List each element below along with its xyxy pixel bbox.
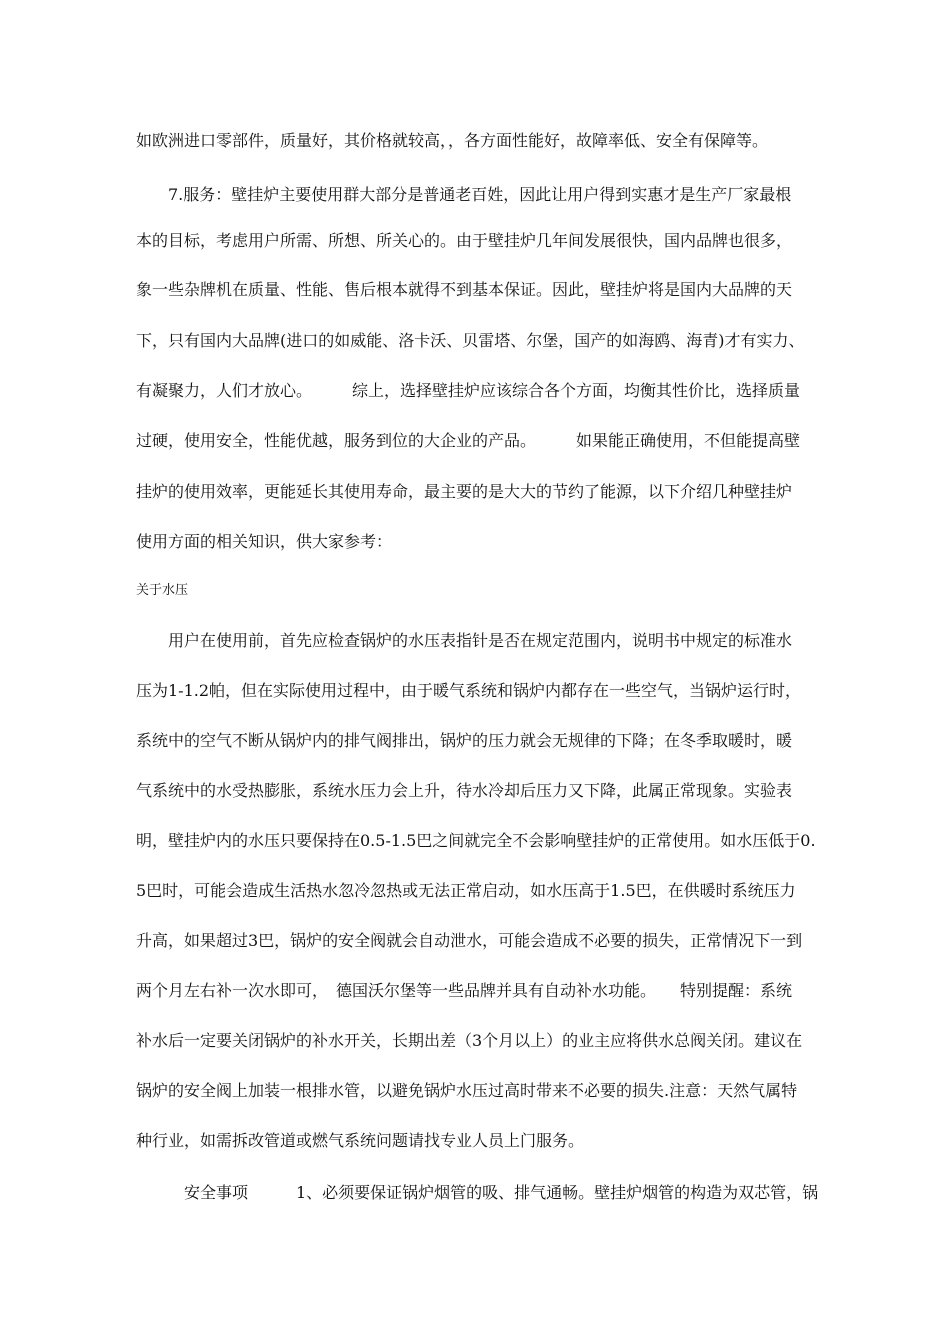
paragraph-line: 挂炉的使用效率，更能延长其使用寿命，最主要的是大大的节约了能源，以下介绍几种壁挂炉 — [136, 482, 793, 501]
paragraph-line: 补水后一定要关闭锅炉的补水开关，长期出差（3个月以上）的业主应将供水总阀关闭。建议在 — [136, 1031, 803, 1050]
paragraph-line: 下，只有国内大品牌(进口的如威能、洛卡沃、贝雷塔、尔堡，国产的如海鸥、海青)才有实力、 — [136, 331, 805, 350]
safety-items-line: 安全事项 1、必须要保证锅炉烟管的吸、排气通畅。壁挂炉烟管的构造为双芯管，锅 — [136, 1183, 819, 1202]
paragraph-line: 本的目标，考虑用户所需、所想、所关心的。由于壁挂炉几年间发展很快，国内品牌也很多， — [136, 231, 793, 250]
paragraph-line: 象一些杂牌机在质量、性能、售后根本就得不到基本保证。因此，壁挂炉将是国内大品牌的天 — [136, 280, 793, 299]
paragraph-line: 系统中的空气不断从锅炉内的排气阀排出，锅炉的压力就会无规律的下降；在冬季取暖时，暖 — [136, 731, 793, 750]
paragraph-line: 过硬，使用安全，性能优越，服务到位的大企业的产品。 如果能正确使用，不但能提高壁 — [136, 431, 801, 450]
paragraph-line: 明，壁挂炉内的水压只要保持在0.5-1.5巴之间就完全不会影响壁挂炉的正常使用。如水压低于0. — [136, 831, 816, 850]
paragraph-line: 气系统中的水受热膨胀，系统水压力会上升，待水冷却后压力又下降，此属正常现象。实验表 — [136, 781, 793, 800]
paragraph-line: 种行业，如需拆改管道或燃气系统问题请找专业人员上门服务。 — [136, 1131, 585, 1150]
paragraph-line: 7.服务：壁挂炉主要使用群大部分是普通老百姓，因此让用户得到实惠才是生产厂家最根 — [136, 185, 792, 204]
paragraph-line: 锅炉的安全阀上加装一根排水管，以避免锅炉水压过高时带来不必要的损失.注意：天然气属特 — [136, 1081, 798, 1100]
paragraph-line: 用户在使用前，首先应检查锅炉的水压表指针是否在规定范围内，说明书中规定的标准水 — [136, 631, 793, 650]
paragraph-line: 5巴时，可能会造成生活热水忽冷忽热或无法正常启动，如水压高于1.5巴，在供暖时系统压力 — [136, 881, 796, 900]
paragraph-line: 升高，如果超过3巴，锅炉的安全阀就会自动泄水，可能会造成不必要的损失，正常情况下一到 — [136, 931, 803, 950]
paragraph-line: 使用方面的相关知识，供大家参考： — [136, 532, 393, 551]
paragraph-line: 如欧洲进口零部件，质量好，其价格就较高，，各方面性能好，故障率低、安全有保障等。 — [136, 131, 769, 150]
paragraph-line: 两个月左右补一次水即可， 德国沃尔堡等一些品牌并具有自动补水功能。 特别提醒：系统 — [136, 981, 793, 1000]
section-heading-water-pressure: 关于水压 — [136, 583, 189, 598]
paragraph-line: 压为1-1.2帕，但在实际使用过程中，由于暖气系统和锅炉内都存在一些空气，当锅炉运行时， — [136, 681, 802, 700]
paragraph-line: 有凝聚力，人们才放心。 综上，选择壁挂炉应该综合各个方面，均衡其性价比，选择质量 — [136, 381, 801, 400]
